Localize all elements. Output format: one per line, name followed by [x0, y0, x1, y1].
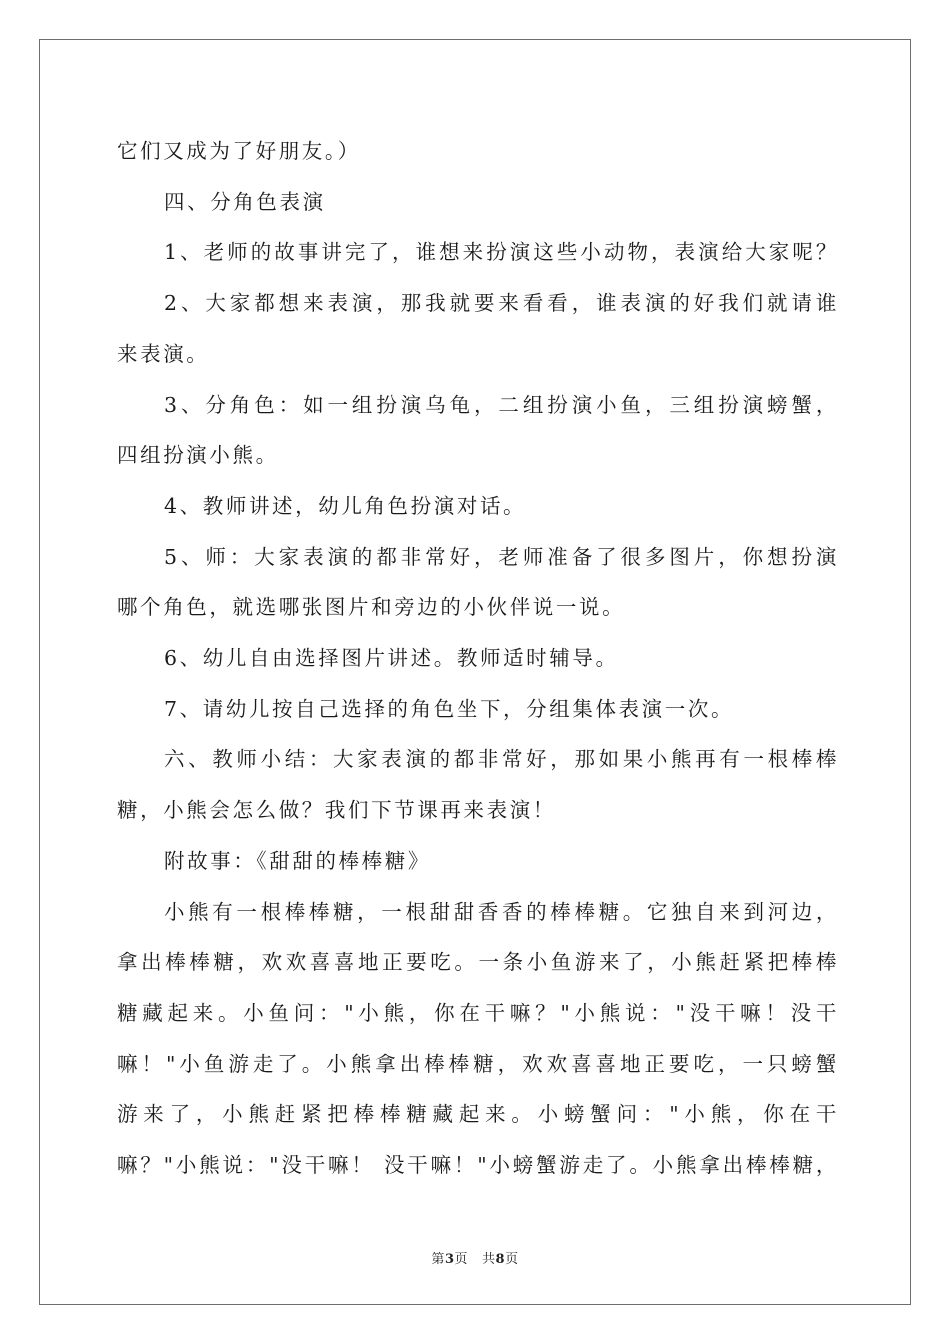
- story-title-line: 附故事：《甜甜的棒棒糖》: [164, 848, 431, 873]
- current-page-number: 3: [444, 1252, 455, 1267]
- section-heading: 四、分角色表演: [164, 189, 326, 214]
- paragraph-line: 1、老师的故事讲完了，谁想来扮演这些小动物，表演给大家呢？: [164, 240, 839, 265]
- paragraph-line: 4、教师讲述，幼儿角色扮演对话。: [164, 493, 527, 518]
- paragraph-line: 3、分角色：如一组扮演乌龟，二组扮演小鱼，三组扮演螃蟹，: [164, 392, 839, 417]
- paragraph-line: 游来了，小熊赶紧把棒棒糖藏起来。小螃蟹问："小熊，你在干: [117, 1102, 839, 1127]
- paragraph-line: 糖，小熊会怎么做？我们下节课再来表演！: [117, 798, 556, 823]
- total-prefix: 共: [482, 1252, 496, 1267]
- paragraph-line: 六、教师小结：大家表演的都非常好，那如果小熊再有一根棒棒: [164, 747, 839, 772]
- page-footer: [0, 1248, 950, 1267]
- paragraph-line: 嘛！"小鱼游走了。小熊拿出棒棒糖，欢欢喜喜地正要吃，一只螃蟹: [117, 1051, 839, 1076]
- paragraph-line: 2、大家都想来表演，那我就要来看看，谁表演的好我们就请谁: [164, 291, 839, 316]
- total-suffix: 页: [505, 1252, 519, 1267]
- total-page-number: 8: [495, 1252, 506, 1267]
- paragraph-line: 嘛？"小熊说："没干嘛！ 没干嘛！"小螃蟹游走了。小熊拿出棒棒糖，: [117, 1153, 839, 1178]
- paragraph-line: 它们又成为了好朋友。）: [117, 139, 361, 163]
- paragraph-line: 7、请幼儿按自己选择的角色坐下，分组集体表演一次。: [164, 696, 735, 721]
- page-suffix: 页: [454, 1252, 468, 1267]
- paragraph-line: 拿出棒棒糖，欢欢喜喜地正要吃。一条小鱼游来了，小熊赶紧把棒棒: [117, 950, 839, 975]
- paragraph-line: 四组扮演小熊。: [117, 443, 279, 468]
- paragraph-line: 糖藏起来。小鱼问："小熊，你在干嘛？"小熊说："没干嘛！没干: [117, 1000, 839, 1025]
- page-prefix: 第: [431, 1252, 445, 1267]
- paragraph-line: 哪个角色，就选哪张图片和旁边的小伙伴说一说。: [117, 595, 626, 620]
- document-body: [117, 126, 839, 1191]
- paragraph-line: 5、师：大家表演的都非常好，老师准备了很多图片，你想扮演: [164, 544, 839, 569]
- paragraph-line: 6、幼儿自由选择图片讲述。教师适时辅导。: [164, 646, 619, 671]
- paragraph-line: 小熊有一根棒棒糖，一根甜甜香香的棒棒糖。它独自来到河边，: [164, 899, 839, 924]
- paragraph-line: 来表演。: [117, 341, 210, 366]
